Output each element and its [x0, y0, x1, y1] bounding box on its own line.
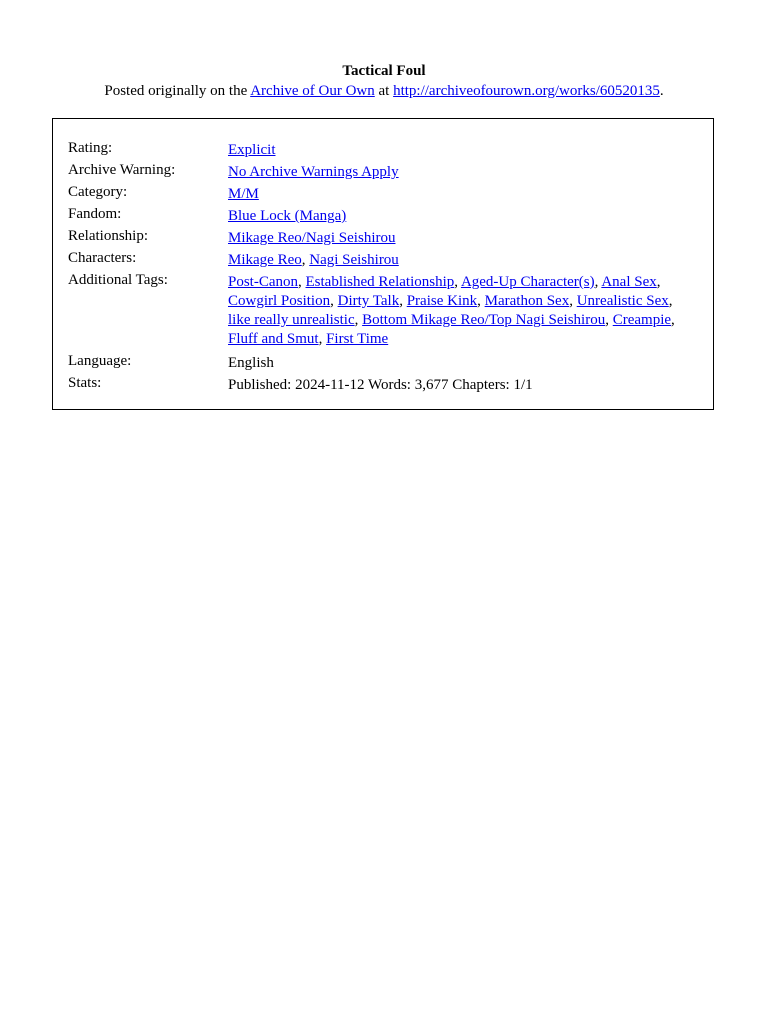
warning-link[interactable]: No Archive Warnings Apply: [228, 164, 399, 180]
work-title: Tactical Foul: [342, 63, 426, 79]
category-label: Category:: [68, 184, 128, 200]
category-link[interactable]: M/M: [228, 186, 259, 202]
fandom-link[interactable]: Blue Lock (Manga): [228, 208, 347, 224]
tag-link[interactable]: Unrealistic Sex: [576, 293, 669, 309]
tag-link[interactable]: Cowgirl Position: [228, 293, 331, 309]
tag-link[interactable]: Creampie: [612, 312, 672, 328]
work-meta-box: Rating: Explicit Archive Warning: No Archive Warnings Apply Category: M/M Fandom: Blue Lock (Manga) Relationship: Mikage Reo/Nagi Seishirou Characters: Mikage Reo, Nagi Seishirou Additional Tags: Post-Canon, Established Relationship, Aged-Up Character(s), Anal Sex, Cowgirl Position, Dirty Talk, Praise Kink, Marathon Sex, Unrealistic Sex, like really unrealistic, Bottom Mikage Reo/Top Nagi Seishirou, Creampie, Fluff and Smut, First Time Language: English Stats: Published: 2024-11-12 Words: 3,677 Chapters: 1/1: [52, 118, 714, 410]
archive-link[interactable]: Archive of Our Own: [250, 83, 375, 99]
tag-link[interactable]: Praise Kink: [406, 293, 478, 309]
tag-link[interactable]: Post-Canon: [228, 274, 299, 290]
tag-link[interactable]: like really unrealistic: [228, 312, 355, 328]
posted-prefix: Posted originally on the: [104, 83, 248, 99]
fandom-label: Fandom:: [68, 206, 122, 222]
language-value: English: [228, 355, 274, 371]
tags-list: Post-Canon, Established Relationship, Aged-Up Character(s), Anal Sex, Cowgirl Position, Dirty Talk, Praise Kink, Marathon Sex, Unrealistic Sex, like really unrealistic, Bottom Mikage Reo/Top Nagi Seishirou, Creampie, Fluff and Smut, First Time: [228, 274, 675, 347]
rating-label: Rating:: [68, 140, 113, 156]
posted-suffix: .: [659, 83, 664, 99]
warning-label: Archive Warning:: [68, 162, 176, 178]
characters-label: Characters:: [68, 250, 137, 266]
tag-link[interactable]: First Time: [326, 331, 389, 347]
tag-link[interactable]: Fluff and Smut: [228, 331, 319, 347]
rating-link[interactable]: Explicit: [228, 142, 276, 158]
character-link[interactable]: Nagi Seishirou: [309, 252, 399, 268]
stats-value: Published: 2024-11-12 Words: 3,677 Chapters: 1/1: [228, 377, 533, 393]
tag-link[interactable]: Marathon Sex: [484, 293, 570, 309]
work-url-link[interactable]: http://archiveofourown.org/works/60520135: [393, 83, 660, 99]
tag-link[interactable]: Established Relationship: [305, 274, 455, 290]
tag-link[interactable]: Anal Sex: [601, 274, 657, 290]
language-label: Language:: [68, 353, 132, 369]
relationship-label: Relationship:: [68, 228, 148, 244]
relationship-link[interactable]: Mikage Reo/Nagi Seishirou: [228, 230, 396, 246]
posted-line: [0, 82, 768, 100]
tags-label: Additional Tags:: [68, 272, 168, 288]
stats-label: Stats:: [68, 375, 102, 391]
tag-link[interactable]: Dirty Talk: [337, 293, 400, 309]
posted-middle: at: [378, 83, 390, 99]
tag-link[interactable]: Aged-Up Character(s): [460, 274, 595, 290]
character-link[interactable]: Mikage Reo: [228, 252, 302, 268]
tag-link[interactable]: Bottom Mikage Reo/Top Nagi Seishirou: [362, 312, 606, 328]
